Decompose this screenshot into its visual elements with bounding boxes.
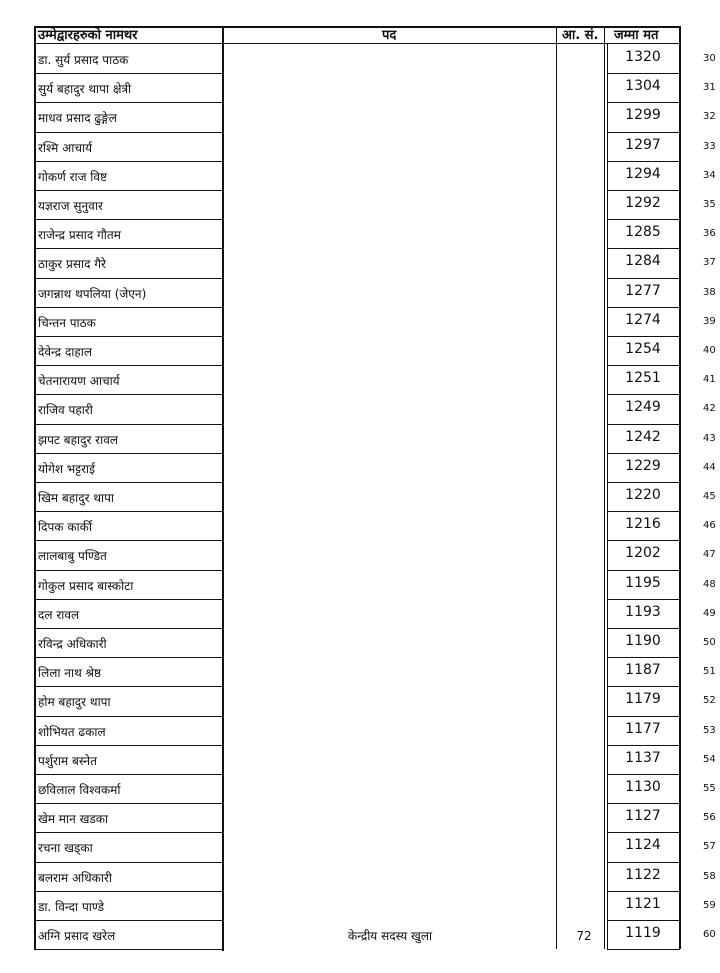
candidate-name: दिपक कार्की — [38, 520, 92, 535]
table-left-border — [34, 26, 36, 949]
row-number: 58 — [703, 870, 716, 882]
vote-row-separator — [607, 745, 680, 746]
vote-row-separator — [607, 657, 680, 658]
vote-row-separator — [607, 540, 680, 541]
vote-row-separator — [607, 920, 680, 921]
candidate-name: रविन्द्र अधिकारी — [38, 637, 107, 651]
row-number: 45 — [703, 491, 716, 502]
candidate-votes: 1119 — [625, 925, 661, 941]
candidate-votes: 1292 — [625, 195, 661, 211]
row-number: 57 — [703, 841, 716, 853]
name-row-separator — [34, 453, 223, 454]
name-row-separator — [34, 657, 223, 658]
candidate-name: होम बहादुर थापा — [38, 695, 111, 710]
vote-row-separator — [607, 219, 680, 220]
name-row-separator — [34, 832, 223, 833]
row-number: 39 — [703, 315, 716, 327]
row-number: 32 — [703, 111, 716, 123]
candidate-name: बलराम अधिकारी — [38, 870, 112, 885]
vote-row-separator — [607, 686, 680, 687]
name-row-separator — [34, 161, 223, 162]
vote-row-separator — [607, 278, 680, 279]
name-row-separator — [34, 511, 223, 512]
candidate-votes: 1190 — [625, 633, 661, 649]
name-row-separator — [34, 949, 223, 950]
candidate-votes: 1277 — [625, 282, 661, 299]
candidate-name: सुर्य बहादुर थापा क्षेत्री — [38, 82, 132, 97]
row-number: 54 — [703, 753, 716, 765]
candidate-name: झपट बहादुर रावल — [38, 432, 119, 447]
candidate-votes: 1202 — [625, 545, 661, 562]
row-number: 40 — [703, 345, 716, 356]
name-row-separator — [34, 774, 223, 775]
candidate-votes: 1274 — [625, 311, 661, 328]
vote-row-separator — [607, 307, 680, 308]
candidate-name: रश्मि आचार्य — [38, 140, 93, 155]
vote-row-separator — [607, 891, 680, 892]
vote-row-separator — [607, 424, 680, 425]
header-candidate-name: उम्मेद्वारहरुको नामथर — [38, 28, 138, 43]
name-row-separator — [34, 540, 223, 541]
row-number: 37 — [703, 257, 716, 269]
row-number: 42 — [703, 403, 716, 415]
vote-row-separator — [607, 102, 680, 103]
vote-row-separator — [607, 482, 680, 483]
candidate-votes: 1216 — [625, 516, 661, 533]
candidate-votes: 1242 — [625, 428, 661, 445]
seat-column-border-outer — [604, 26, 605, 949]
candidate-votes: 1294 — [625, 165, 661, 182]
candidate-name: राजेन्द्र प्रसाद गौतम — [38, 228, 121, 243]
candidate-name: चेतनारायण आचार्य — [38, 374, 120, 389]
row-number: 59 — [703, 899, 716, 911]
candidate-name: राजिव पहारी — [38, 403, 93, 418]
row-number: 46 — [703, 520, 716, 532]
name-row-separator — [34, 482, 223, 483]
name-row-separator — [34, 570, 223, 571]
candidate-votes: 1320 — [625, 49, 661, 65]
candidate-votes: 1122 — [625, 866, 661, 883]
row-number: 47 — [703, 549, 716, 561]
row-number: 49 — [703, 607, 716, 619]
name-row-separator — [34, 307, 223, 308]
candidate-votes: 1284 — [625, 253, 661, 270]
vote-row-separator — [607, 365, 680, 366]
row-number: 38 — [703, 286, 716, 298]
vote-row-separator — [607, 716, 680, 717]
votes-column-border — [679, 26, 681, 949]
candidate-name: ठाकुर प्रसाद गैरे — [38, 257, 106, 272]
candidate-name: जगन्नाथ थपलिया (जेएन) — [38, 286, 147, 301]
row-number: 35 — [703, 199, 716, 210]
candidate-votes: 1137 — [625, 749, 661, 766]
header-seat-count: आ. सं. — [562, 28, 599, 43]
candidate-name: पर्शुराम बस्नेत — [38, 753, 97, 768]
row-number: 52 — [703, 695, 716, 707]
name-row-separator — [34, 73, 223, 74]
candidate-votes: 1193 — [625, 603, 661, 620]
name-row-separator — [34, 920, 223, 921]
vote-row-separator — [607, 803, 680, 804]
vote-row-separator — [607, 73, 680, 74]
name-row-separator — [34, 365, 223, 366]
vote-row-separator — [607, 248, 680, 249]
row-number: 50 — [703, 637, 716, 648]
candidate-name: चिन्तन पाठक — [38, 315, 96, 330]
candidate-votes: 1251 — [625, 370, 661, 387]
name-row-separator — [34, 102, 223, 103]
name-row-separator — [34, 278, 223, 279]
name-row-separator — [34, 248, 223, 249]
candidate-name: गोकर्ण राज विष्ट — [38, 169, 108, 184]
name-row-separator — [34, 891, 223, 892]
candidate-votes: 1304 — [625, 78, 661, 95]
vote-row-separator — [607, 599, 680, 600]
candidate-votes: 1177 — [625, 720, 661, 737]
row-number: 56 — [703, 812, 716, 824]
row-number: 55 — [703, 783, 716, 794]
row-number: 48 — [703, 578, 716, 590]
name-row-separator — [34, 132, 223, 133]
row-number: 31 — [703, 82, 716, 94]
row-number: 44 — [703, 461, 716, 473]
row-number: 60 — [703, 929, 716, 940]
row-number: 34 — [703, 169, 716, 181]
name-column-border — [222, 26, 224, 951]
candidate-name: योगेश भट्टराई — [38, 461, 96, 476]
candidate-name: देवेन्द्र दाहाल — [38, 345, 93, 359]
seat-count: 72 — [576, 929, 592, 943]
header-total-votes: जम्मा मत — [614, 28, 659, 43]
candidate-name: अग्नि प्रसाद खरेल — [38, 929, 116, 943]
candidate-votes: 1220 — [625, 487, 661, 503]
name-row-separator — [34, 424, 223, 425]
vote-row-separator — [607, 774, 680, 775]
candidate-votes: 1130 — [625, 779, 661, 795]
candidate-votes: 1179 — [625, 691, 661, 708]
row-number: 36 — [703, 228, 716, 240]
vote-row-separator — [607, 190, 680, 191]
candidate-votes: 1187 — [625, 662, 661, 679]
vote-row-separator — [607, 453, 680, 454]
name-row-separator — [34, 219, 223, 220]
vote-row-separator — [607, 132, 680, 133]
name-row-separator — [34, 628, 223, 629]
name-row-separator — [34, 862, 223, 863]
name-row-separator — [34, 336, 223, 337]
table-top-border — [34, 26, 680, 28]
candidate-name: खिम बहादुर थापा — [38, 491, 115, 505]
candidate-votes: 1121 — [625, 895, 661, 912]
vote-row-separator — [607, 394, 680, 395]
name-row-separator — [34, 190, 223, 191]
vote-row-separator — [607, 862, 680, 863]
vote-row-separator — [607, 949, 680, 950]
row-number: 30 — [703, 53, 716, 64]
candidate-votes: 1124 — [625, 837, 661, 854]
candidate-name: रचना खड्का — [38, 841, 93, 856]
candidate-votes: 1285 — [625, 224, 661, 241]
candidate-name: गोकुल प्रसाद बास्कोटा — [38, 578, 134, 593]
row-number: 51 — [703, 666, 716, 678]
candidate-votes: 1297 — [625, 136, 661, 153]
row-number: 43 — [703, 432, 716, 444]
candidate-votes: 1299 — [625, 107, 661, 124]
vote-row-separator — [607, 511, 680, 512]
candidate-name: दल रावल — [38, 607, 80, 622]
row-number: 33 — [703, 140, 716, 152]
vote-row-separator — [607, 628, 680, 629]
name-row-separator — [34, 394, 223, 395]
candidate-name: लिला नाथ श्रेष्ठ — [38, 666, 102, 681]
vote-row-separator — [607, 570, 680, 571]
candidate-name: माधव प्रसाद ढुङ्गेल — [38, 111, 117, 126]
name-row-separator — [34, 599, 223, 600]
vote-row-separator — [607, 832, 680, 833]
row-number: 53 — [703, 724, 716, 736]
vote-row-separator — [607, 336, 680, 337]
post-name: केन्द्रीय सदस्य खुला — [347, 929, 433, 943]
vote-row-separator — [607, 161, 680, 162]
candidate-votes: 1254 — [625, 341, 661, 357]
candidate-name: डा. विन्दा पाण्डे — [38, 899, 104, 914]
header-post: पद — [382, 28, 397, 43]
name-row-separator — [34, 716, 223, 717]
candidate-votes: 1229 — [625, 457, 661, 474]
name-row-separator — [34, 745, 223, 746]
header-separator — [34, 43, 680, 44]
candidate-name: यज्ञराज सुनुवार — [38, 199, 103, 213]
name-row-separator — [34, 803, 223, 804]
candidate-name: डा. सुर्य प्रसाद पाठक — [38, 53, 129, 67]
candidate-name: छविलाल विश्वकर्मा — [38, 783, 121, 797]
candidate-name: शोभियत ढकाल — [38, 724, 106, 739]
candidate-name: खेम मान खडका — [38, 812, 109, 827]
candidate-name: लालबाबु पण्डित — [38, 549, 107, 564]
name-row-separator — [34, 686, 223, 687]
candidate-votes: 1249 — [625, 399, 661, 416]
candidate-votes: 1127 — [625, 808, 661, 825]
candidate-votes: 1195 — [625, 574, 661, 591]
row-number: 41 — [703, 374, 716, 386]
post-column-border — [556, 26, 557, 949]
